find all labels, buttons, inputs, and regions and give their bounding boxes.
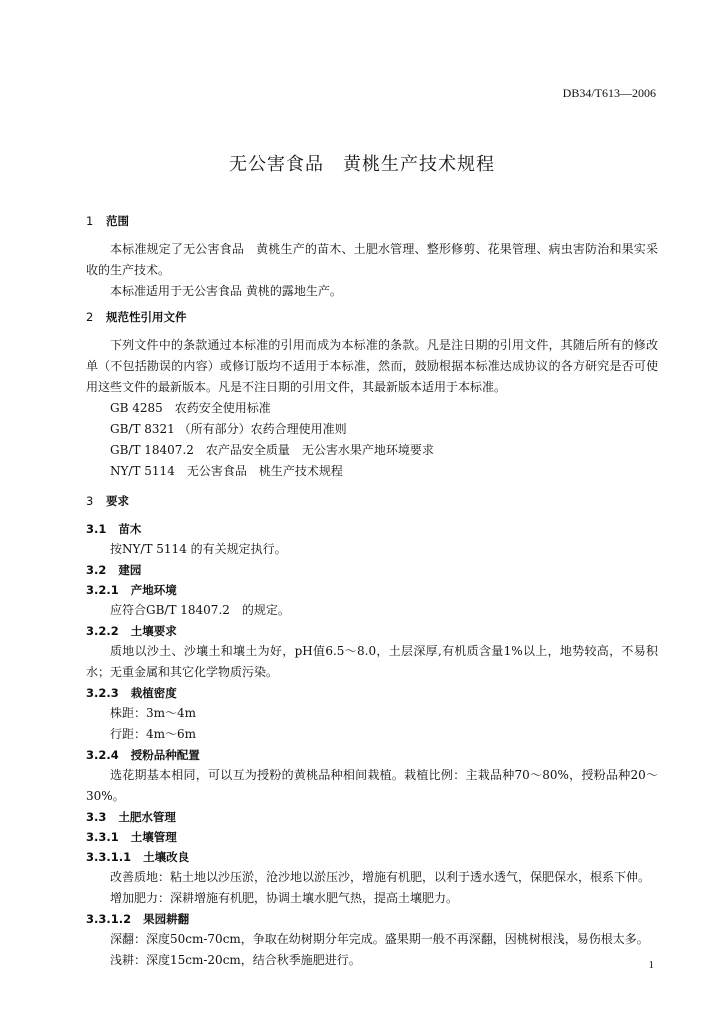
- subclause-heading: [86, 847, 658, 867]
- reference-item: NY/T 5114 无公害食品 桃生产技术规程: [110, 464, 343, 478]
- spacing-line: 株距：3m～4m: [110, 706, 197, 720]
- subsection-title: 土肥水管理: [118, 810, 176, 824]
- subclause-number: 3.3.1.1: [86, 850, 132, 864]
- paragraph: 下列文件中的条款通过本标准的引用而成为本标准的条款。凡是注日期的引用文件，其随后所有的修改单（不包括勘误的内容）或修订版均不适用于本标准，然而，鼓励根据本标准达成协议的各方研究是否可使用这些文件的最新版本。凡是不注日期的引用文件，其最新版本适用于本标准。: [86, 338, 658, 394]
- clause-heading: [86, 745, 658, 765]
- clause-title: 产地环境: [130, 583, 177, 597]
- clause-number: 3.2.1: [86, 583, 119, 597]
- section-title: 规范性引用文件: [106, 310, 187, 324]
- section-title: 要求: [106, 494, 129, 508]
- subsection-number: 3.2: [86, 563, 107, 577]
- subclause-number: 3.3.1.2: [86, 912, 132, 926]
- paragraph: 改善质地：粘土地以沙压淤，沧沙地以淤压沙，增施有机肥，以利于透水透气，保肥保水，根系下伸。: [110, 870, 651, 884]
- subclause-heading: [86, 909, 658, 929]
- subclause-title: 果园耕翻: [143, 912, 190, 926]
- reference-item: GB 4285 农药安全使用标准: [110, 401, 271, 415]
- clause-title: 授粉品种配置: [130, 748, 200, 762]
- clause-title: 土壤要求: [130, 624, 177, 638]
- subsection-title: 苗木: [118, 522, 142, 536]
- subsection-title: 建园: [118, 563, 142, 577]
- section-heading: [86, 491, 658, 512]
- section-number: 2: [86, 310, 94, 324]
- clause-heading: [86, 621, 658, 641]
- clause-number: 3.2.2: [86, 624, 119, 638]
- clause-number: 3.3.1: [86, 830, 119, 844]
- clause-heading: [86, 683, 658, 703]
- section-heading: [86, 307, 658, 328]
- section-title: 范围: [106, 214, 129, 228]
- paragraph: 深翻：深度50cm-70cm，争取在幼树期分年完成。盛果期一般不再深翻，因桃树根浅，易伤根太多。: [110, 932, 649, 946]
- subsection-heading: [86, 807, 658, 827]
- paragraph: 浅耕：深度15cm-20cm，结合秋季施肥进行。: [110, 953, 361, 967]
- subsection-number: 3.1: [86, 522, 107, 536]
- clause-heading: [86, 827, 658, 847]
- reference-item: GB/T 18407.2 农产品安全质量 无公害水果产地环境要求: [110, 443, 434, 457]
- section-heading: [86, 211, 658, 232]
- clause-heading: [86, 580, 658, 600]
- document-body: [86, 206, 658, 971]
- subsection-number: 3.3: [86, 810, 107, 824]
- section-number: 3: [86, 494, 94, 508]
- subsection-heading: [86, 519, 658, 539]
- paragraph: 按NY/T 5114 的有关规定执行。: [110, 542, 287, 556]
- document-title: 无公害食品 黄桃生产技术规程: [229, 154, 495, 175]
- paragraph: 本标准规定了无公害食品 黄桃生产的苗木、土肥水管理、整形修剪、花果管理、病虫害防治和果实采收的生产技术。: [86, 242, 658, 277]
- spacing-line: 行距：4m～6m: [110, 727, 197, 741]
- clause-title: 土壤管理: [130, 830, 177, 844]
- standard-code: DB34/T613—2006: [562, 86, 656, 100]
- section-number: 1: [86, 214, 94, 228]
- clause-title: 栽植密度: [130, 686, 177, 700]
- subsection-heading: [86, 560, 658, 580]
- paragraph: 本标准适用于无公害食品 黄桃的露地生产。: [110, 284, 342, 298]
- clause-number: 3.2.4: [86, 748, 119, 762]
- clause-number: 3.2.3: [86, 686, 119, 700]
- subclause-title: 土壤改良: [143, 850, 190, 864]
- paragraph: 应符合GB/T 18407.2 的规定。: [110, 603, 290, 617]
- paragraph: 增加肥力：深耕增施有机肥，协调土壤水肥气热，提高土壤肥力。: [110, 891, 459, 905]
- reference-item: GB/T 8321 （所有部分）农药合理使用准则: [110, 422, 347, 436]
- paragraph: 选花期基本相同，可以互为授粉的黄桃品种相间栽植。栽植比例：主栽品种70～80%，授粉品种20～30%。: [86, 768, 658, 803]
- page-number: 1: [648, 959, 654, 971]
- paragraph: 质地以沙土、沙壤土和壤土为好，pH值6.5～8.0，土层深厚,有机质含量1%以上，地势较高，不易积水；无重金属和其它化学物质污染。: [86, 644, 658, 679]
